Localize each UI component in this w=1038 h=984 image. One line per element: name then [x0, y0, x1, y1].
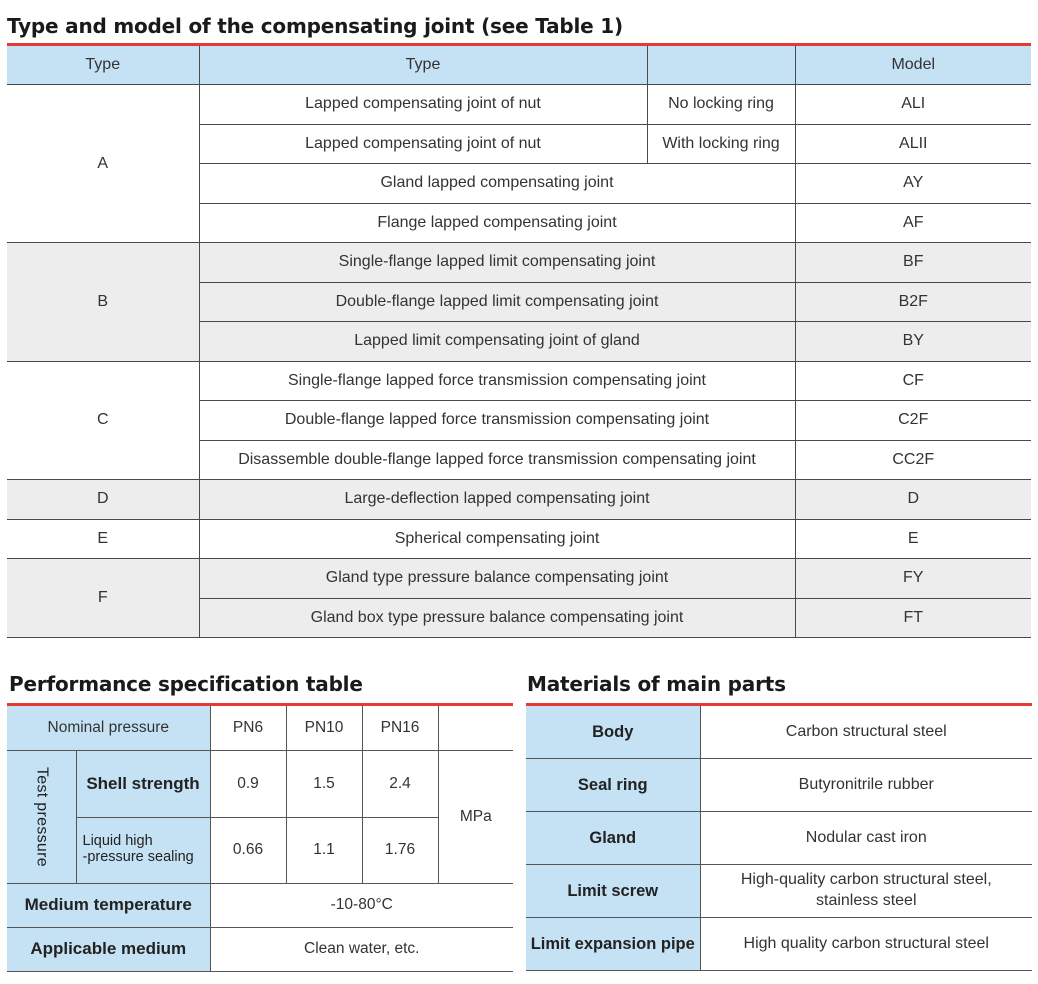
sealing-label: [76, 817, 210, 883]
sealing-value-pn6: 0.66: [210, 817, 286, 883]
group-label-a: A: [7, 85, 199, 243]
unit-header-blank: [438, 706, 513, 750]
table-row: [7, 85, 1031, 125]
joint-model: FY: [795, 559, 1031, 599]
table-row: [7, 480, 1031, 520]
shell-strength-label: Shell strength: [76, 750, 210, 817]
part-name: Seal ring: [526, 759, 700, 812]
joint-name: Lapped compensating joint of nut: [199, 124, 647, 164]
pn6-header: PN6: [210, 706, 286, 750]
medium-temperature-label: Medium temperature: [7, 883, 210, 927]
joint-name: Large-deflection lapped compensating joint: [199, 480, 795, 520]
table1-title: Type and model of the compensating joint (see Table 1): [7, 14, 623, 38]
applicable-medium-value: Clean water, etc.: [210, 927, 513, 971]
table-row: [7, 883, 513, 927]
shell-value-pn10: 1.5: [286, 750, 362, 817]
test-pressure-text: Test pressure: [33, 766, 51, 867]
medium-temperature-value: -10-80°C: [210, 883, 513, 927]
joint-model: E: [795, 519, 1031, 559]
table-row: [526, 865, 1032, 918]
shell-value-pn6: 0.9: [210, 750, 286, 817]
header-type-sub: [647, 46, 795, 85]
type-model-table: [7, 46, 1031, 638]
unit-mpa: MPa: [438, 750, 513, 883]
joint-name: Gland type pressure balance compensating joint: [199, 559, 795, 599]
table-row: [526, 759, 1032, 812]
joint-name: Lapped limit compensating joint of gland: [199, 322, 795, 362]
part-name: Gland: [526, 812, 700, 865]
group-label-d: D: [7, 480, 199, 520]
table-row: [7, 817, 513, 883]
joint-model: C2F: [795, 401, 1031, 441]
sealing-label-line1: Liquid high: [82, 833, 153, 850]
table-row: [7, 750, 513, 817]
part-material: Carbon structural steel: [700, 706, 1032, 759]
part-name: Limit expansion pipe: [526, 918, 700, 971]
group-label-b: B: [7, 243, 199, 362]
joint-model: BF: [795, 243, 1031, 283]
table-row: [526, 706, 1032, 759]
joint-model: B2F: [795, 282, 1031, 322]
joint-model: CC2F: [795, 440, 1031, 480]
joint-name: Spherical compensating joint: [199, 519, 795, 559]
performance-table: [7, 706, 513, 972]
joint-name: Single-flange lapped limit compensating joint: [199, 243, 795, 283]
table-header-row: [7, 46, 1031, 85]
part-name: Body: [526, 706, 700, 759]
header-type-name: Type: [199, 46, 647, 85]
part-material: Butyronitrile rubber: [700, 759, 1032, 812]
performance-title: Performance specification table: [9, 672, 363, 696]
joint-name: Disassemble double-flange lapped force transmission compensating joint: [199, 440, 795, 480]
joint-sub: No locking ring: [647, 85, 795, 125]
shell-value-pn16: 2.4: [362, 750, 438, 817]
joint-name: Flange lapped compensating joint: [199, 203, 795, 243]
part-name: Limit screw: [526, 865, 700, 918]
part-material: High quality carbon structural steel: [700, 918, 1032, 971]
joint-model: ALI: [795, 85, 1031, 125]
joint-name: Gland lapped compensating joint: [199, 164, 795, 204]
joint-name: Double-flange lapped force transmission compensating joint: [199, 401, 795, 441]
joint-model: D: [795, 480, 1031, 520]
sealing-label-line2: -pressure sealing: [82, 849, 194, 865]
table-row: [526, 918, 1032, 971]
part-material-line1: High-quality carbon structural steel,: [740, 871, 992, 889]
sealing-value-pn16: 1.76: [362, 817, 438, 883]
table-row: [526, 812, 1032, 865]
sealing-value-pn10: 1.1: [286, 817, 362, 883]
joint-model: CF: [795, 361, 1031, 401]
table-row: [7, 559, 1031, 599]
part-material-line2: stainless steel: [816, 892, 917, 909]
part-material: [700, 865, 1032, 918]
table-row: [7, 706, 513, 750]
joint-name: Lapped compensating joint of nut: [199, 85, 647, 125]
part-material: Nodular cast iron: [700, 812, 1032, 865]
table-row: [7, 243, 1031, 283]
group-label-c: C: [7, 361, 199, 480]
applicable-medium-label: Applicable medium: [7, 927, 210, 971]
joint-sub: With locking ring: [647, 124, 795, 164]
header-model: Model: [795, 46, 1031, 85]
header-type-group: Type: [7, 46, 199, 85]
joint-model: FT: [795, 598, 1031, 638]
joint-model: ALII: [795, 124, 1031, 164]
pn10-header: PN10: [286, 706, 362, 750]
table-row: [7, 927, 513, 971]
joint-name: Double-flange lapped limit compensating joint: [199, 282, 795, 322]
materials-title: Materials of main parts: [527, 672, 786, 696]
joint-name: Gland box type pressure balance compensating joint: [199, 598, 795, 638]
pn16-header: PN16: [362, 706, 438, 750]
group-label-f: F: [7, 559, 199, 638]
joint-name: Single-flange lapped force transmission compensating joint: [199, 361, 795, 401]
joint-model: AY: [795, 164, 1031, 204]
group-label-e: E: [7, 519, 199, 559]
table-row: [7, 519, 1031, 559]
table-row: [7, 361, 1031, 401]
joint-model: AF: [795, 203, 1031, 243]
joint-model: BY: [795, 322, 1031, 362]
nominal-pressure-label: Nominal pressure: [7, 706, 210, 750]
test-pressure-label: [7, 750, 76, 883]
materials-table: [526, 706, 1032, 971]
